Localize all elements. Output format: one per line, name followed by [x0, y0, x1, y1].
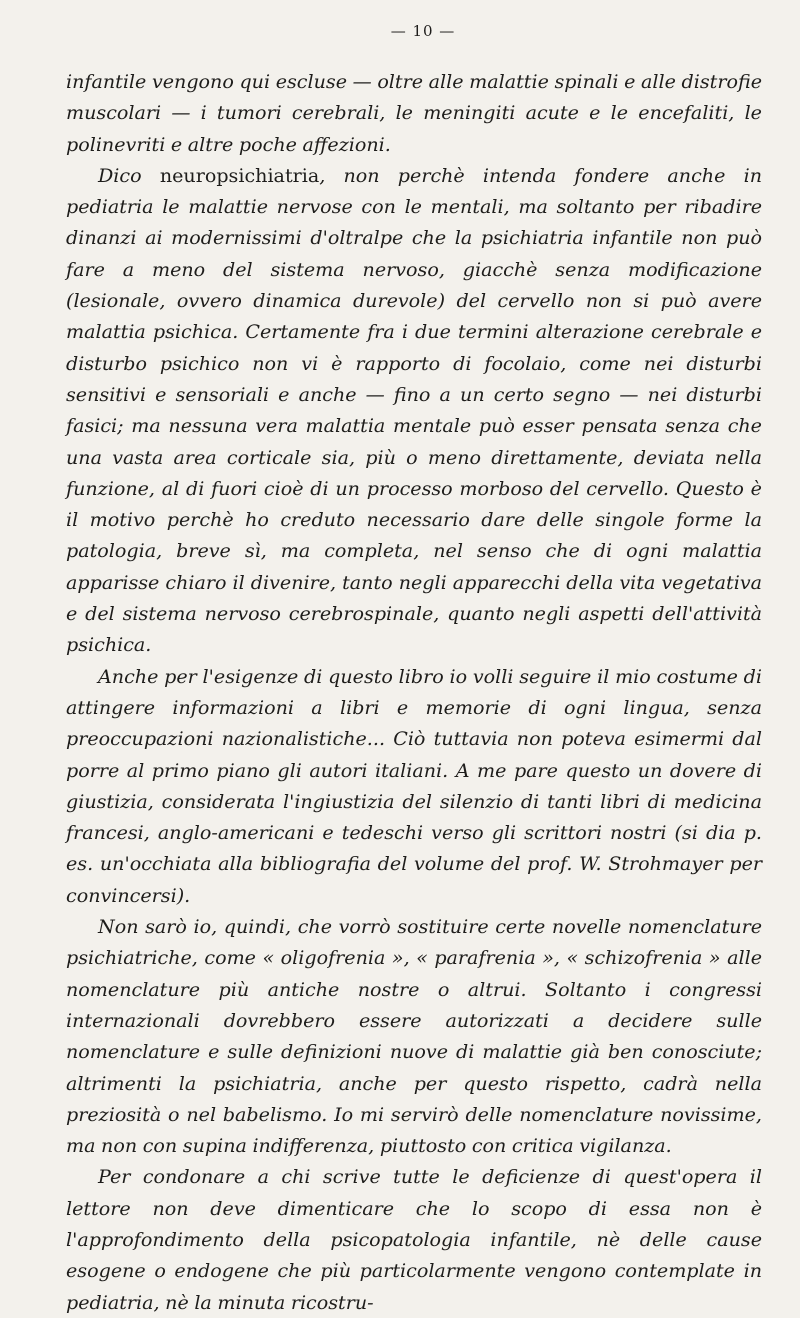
text-segment: Non sarò io, quindi, che vorrò sostituire certe novelle nomenclature psichiatriche, come « oligofrenia », « parafrenia », « schizofrenia » alle nomenclature più antiche nostre o altrui. Soltanto i congressi internazionali dovrebbero essere autorizzati a decidere sulle nomenclature e sulle definizioni nuove di malattie già ben conosciute; altrimenti la psichiatria, anche per questo rispetto, cadrà nella preziosità o nel babelismo. Io mi servirò delle nomenclature novissime, ma non con supina indifferenza, piuttosto con critica vigilanza.	[66, 915, 762, 1158]
page-number: — 10 —	[390, 22, 456, 40]
paragraph	[66, 1161, 762, 1317]
text-segment: infantile vengono qui escluse — oltre alle malattie spinali e alle distrofie muscolari — i tumori cerebrali, le meningiti acute e le encefaliti, le polinevriti e altre poche affezioni.	[66, 70, 762, 156]
paragraph	[66, 661, 762, 911]
text-segment: Dico	[98, 163, 160, 187]
paragraph	[66, 911, 762, 1161]
text-segment-roman: neuropsichiatria	[159, 163, 320, 187]
body-text	[66, 66, 762, 1318]
text-segment: Anche per l'esigenze di questo libro io volli seguire il mio costume di attingere informazioni a libri e memorie di ogni lingua, senza preoccupazioni nazionalistiche... Ciò tuttavia non poteva esimermi dal porre al primo piano gli autori italiani. A me pare questo un dovere di giustizia, considerata l'ingiustizia del silenzio di tanti libri di medicina francesi, anglo-americani e tedeschi verso gli scrittori nostri (si dia p. es. un'occhiata alla bibliografia del volume del prof. W. Strohmayer per convincersi).	[66, 664, 762, 907]
paragraph	[66, 66, 762, 160]
text-segment: , non perchè intenda fondere anche in pediatria le malattie nervose con le mentali, ma soltanto per ribadire dinanzi ai modernissimi d'oltralpe che la psichiatria infantile non può fare a meno del sistema nervoso, giacchè senza modificazione (lesionale, ovvero dinamica durevole) del cervello non si può avere malattia psichica. Certamente fra i due termini alterazione cerebrale e disturbo psichico non vi è rapporto di focolaio, come nei disturbi sensitivi e sensoriali e anche — fino a un certo segno — nei disturbi fasici; ma nessuna vera malattia mentale può esser pensata senza che una vasta area corticale sia, più o meno direttamente, deviata nella funzione, al di fuori cioè di un processo morboso del cervello. Questo è il motivo perchè ho creduto necessario dare delle singole forme la patologia, breve sì, ma completa, nel senso che di ogni malattia apparisse chiaro il divenire, tanto negli apparecchi della vita vegetativa e del sistema nervoso cerebrospinale, quanto negli aspetti dell'attività psichica.	[66, 163, 762, 657]
text-segment: Per condonare a chi scrive tutte le deficienze di quest'opera il lettore non deve dimenticare che lo scopo di essa non è l'approfondimento della psicopatologia infantile, nè delle cause esogene o endogene che più particolarmente vengono contemplate in pediatria, nè la minuta ricostru-	[66, 1165, 762, 1314]
paragraph	[66, 160, 762, 661]
